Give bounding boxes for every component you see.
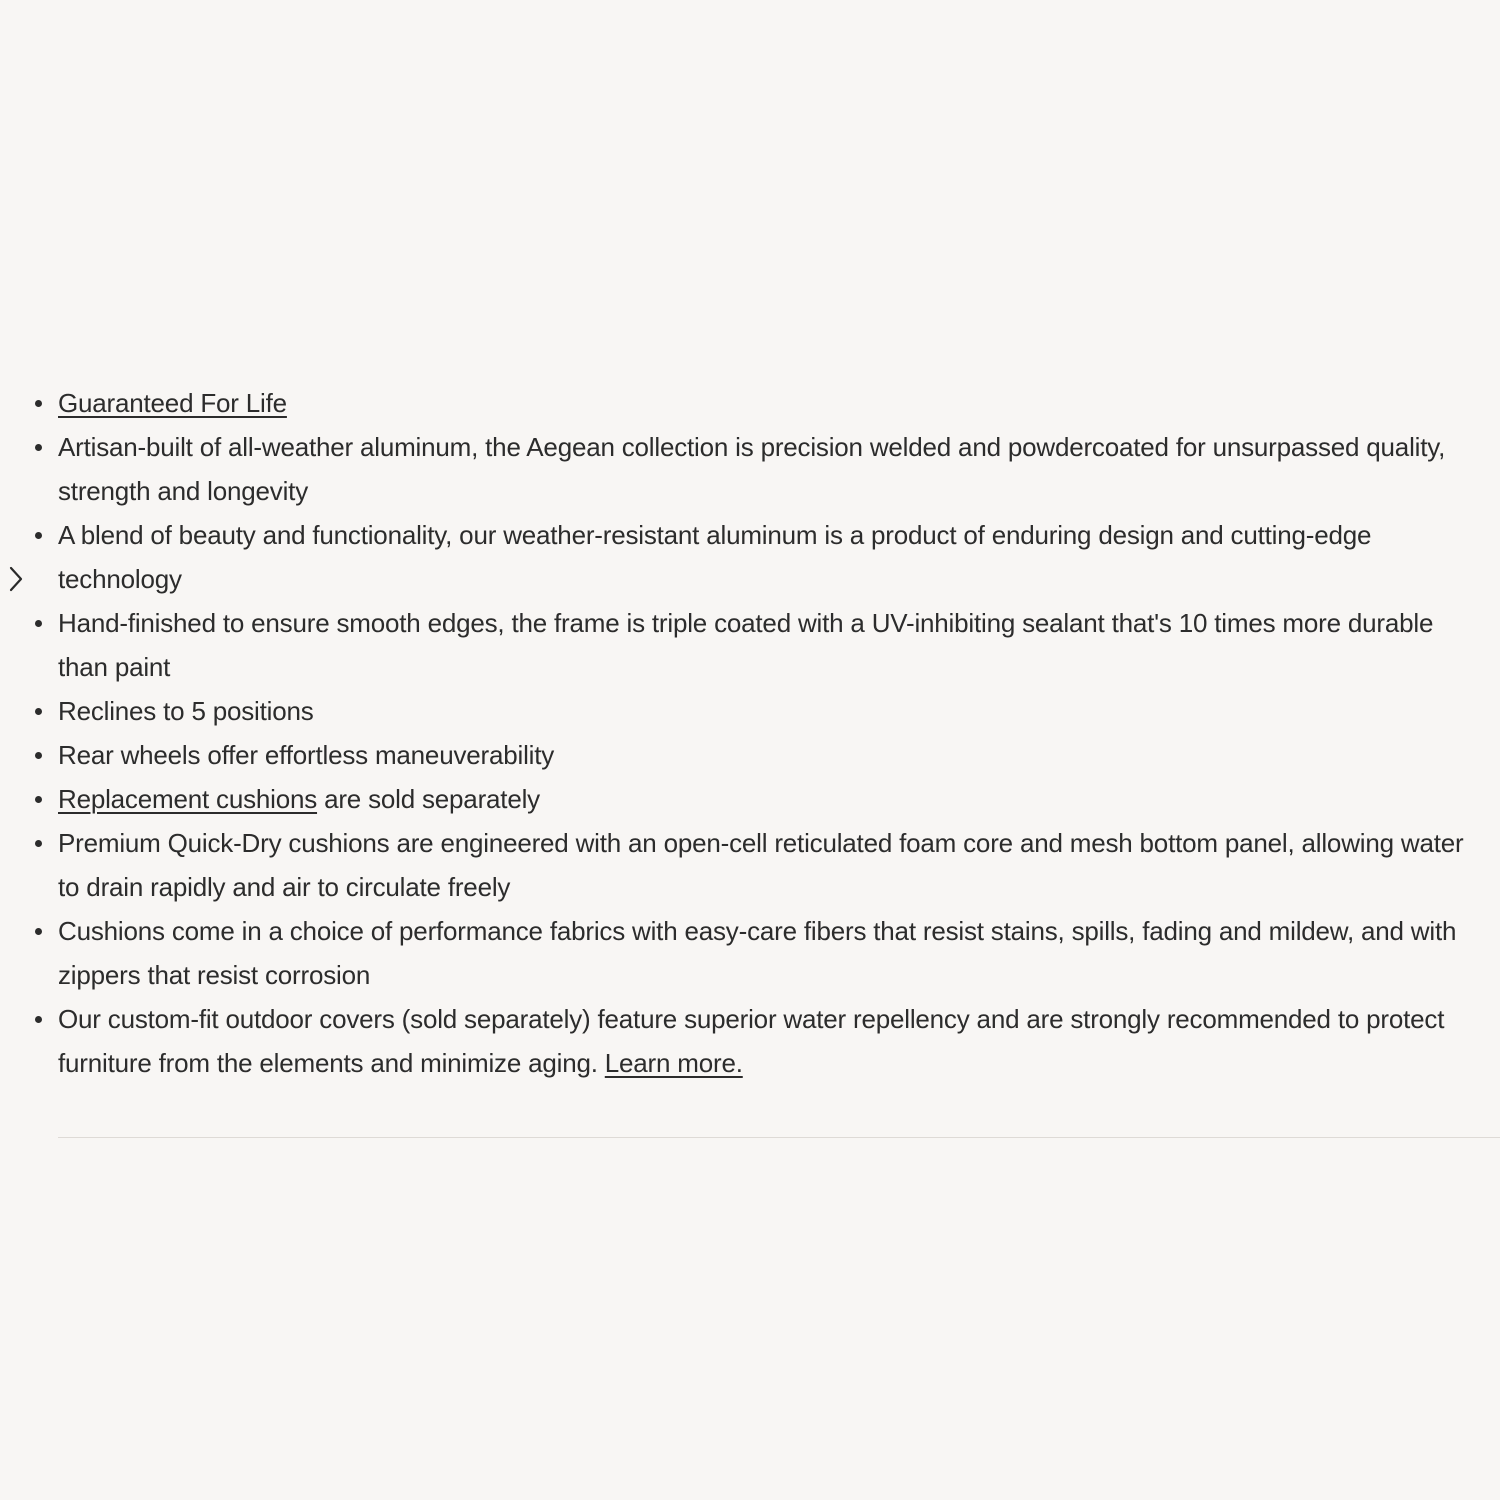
feature-item-quick-dry: Premium Quick-Dry cushions are engineered with an open-cell reticulated foam core and mesh bottom panel, allowing water to drain rapidly and air to circulate freely: [0, 821, 1500, 909]
replacement-cushions-link[interactable]: Replacement cushions: [58, 784, 318, 814]
replacement-text: are sold separately: [317, 784, 540, 814]
section-divider: [58, 1137, 1500, 1138]
guaranteed-for-life-link[interactable]: Guaranteed For Life: [58, 388, 287, 418]
learn-more-link[interactable]: Learn more.: [604, 1048, 743, 1078]
feature-item-fabrics: Cushions come in a choice of performance fabrics with easy-care fibers that resist stains, spills, fading and mildew, and with zippers that resist corrosion: [0, 909, 1500, 997]
feature-item-blend: A blend of beauty and functionality, our weather-resistant aluminum is a product of enduring design and cutting-edge technology: [0, 513, 1500, 601]
feature-item-covers: [0, 997, 1500, 1085]
feature-item-guarantee: [0, 381, 1500, 425]
covers-text: Our custom-fit outdoor covers (sold separately) feature superior water repellency and are strongly recommended to protect furniture from the elements and minimize aging.: [58, 1004, 1445, 1078]
feature-item-hand-finished: Hand-finished to ensure smooth edges, the frame is triple coated with a UV-inhibiting sealant that's 10 times more durable than paint: [0, 601, 1500, 689]
feature-item-artisan: Artisan-built of all-weather aluminum, the Aegean collection is precision welded and powdercoated for unsurpassed quality, strength and longevity: [0, 425, 1500, 513]
feature-list: [0, 381, 1500, 1085]
feature-item-wheels: Rear wheels offer effortless maneuverability: [0, 733, 1500, 777]
feature-item-replacement: [0, 777, 1500, 821]
top-blank-region: [0, 0, 1500, 340]
feature-item-reclines: Reclines to 5 positions: [0, 689, 1500, 733]
